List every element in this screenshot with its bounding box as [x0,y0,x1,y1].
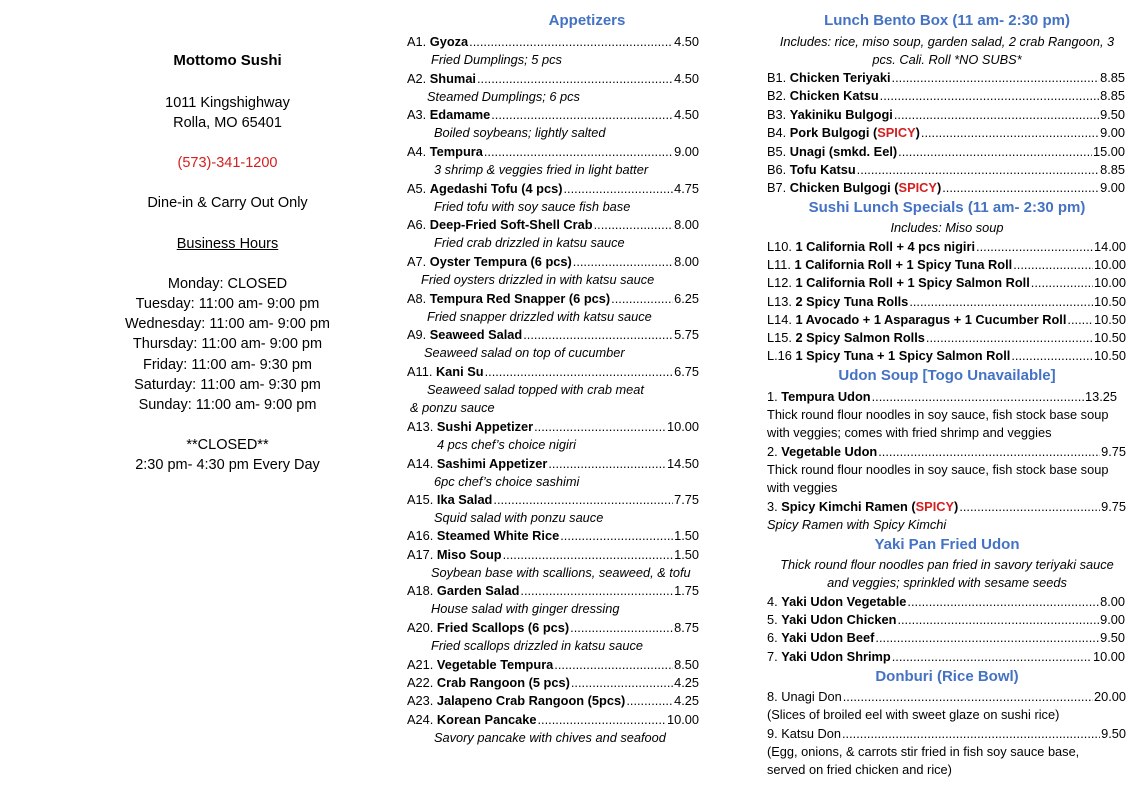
item-name: Korean Pancake [436,712,537,727]
item-name: Gyoza [429,34,469,49]
hours-thursday: Thursday: 11:00 am- 9:00 pm [132,336,323,352]
item-price: 10.00 [1092,649,1125,664]
menu-item-row[interactable] [767,688,1126,706]
item-name: Pork Bulgogi ( [789,125,878,140]
item-code: A13. [407,419,437,434]
dot-leader [554,656,673,674]
item-price: 4.50 [674,71,699,86]
item-name: Tempura Red Snapper (6 pcs) [429,291,611,306]
item-code: A7. [407,254,430,269]
item-price: 8.00 [1100,594,1125,609]
hours-saturday: Saturday: 11:00 am- 9:30 pm [134,377,321,393]
item-name: Yaki Udon Shrimp [781,649,891,664]
service-type: Dine-in & Carry Out Only [147,195,308,211]
item-price: 7.75 [674,492,699,507]
dot-leader [892,69,1100,87]
dot-leader [1031,274,1093,292]
item-name: Crab Rangoon (5 pcs) [436,675,570,690]
item-code: L13. [767,294,796,309]
item-name: Steamed White Rice [436,528,560,543]
menu-item-row[interactable] [407,363,699,381]
item-description: (Egg, onions, & carrots stir fried in fish soy sauce base, [767,744,1080,759]
bento-title: Lunch Bento Box (11 am- 2:30 pm) [824,12,1070,29]
dot-leader [872,388,1084,406]
item-code: 7. [767,649,782,664]
item-code: A15. [407,492,437,507]
item-name: Tempura [429,144,483,159]
menu-item-row[interactable] [407,527,699,545]
item-name: Agedashi Tofu (4 pcs) [429,181,563,196]
item-code: 5. [767,612,782,627]
dot-leader [503,546,673,564]
dot-leader [959,498,1100,516]
item-code: 9. [767,726,782,741]
menu-item-row[interactable] [407,491,699,509]
item-name: Spicy Kimchi Ramen ( [781,499,916,514]
item-name: Ika Salad [436,492,493,507]
dot-leader [880,87,1099,105]
item-description: Fried Dumplings; 5 pcs [431,52,562,67]
dot-leader [894,106,1099,124]
item-price: 9.00 [1100,125,1125,140]
item-price: 9.50 [1100,630,1125,645]
item-name: Sushi Appetizer [436,419,534,434]
spicy-label: SPICY [877,125,916,140]
item-description: Soybean base with scallions, seaweed, & tofu [431,565,691,580]
closed-heading: **CLOSED** [186,437,269,453]
item-description: served on fried chicken and rice) [767,762,952,777]
item-code: A8. [407,291,430,306]
item-price: 8.00 [674,254,699,269]
menu-item-row[interactable] [767,329,1126,347]
item-price: 8.50 [674,657,699,672]
menu-item-row[interactable] [407,418,699,436]
item-code: B5. [767,144,790,159]
item-price: 9.00 [1100,180,1125,195]
item-code: B6. [767,162,790,177]
dot-leader [594,216,673,234]
item-description: Savory pancake with chives and seafood [434,730,666,745]
spicy-label: SPICY [915,499,955,514]
item-description: (Slices of broiled eel with sweet glaze on sushi rice) [767,707,1060,722]
dot-leader [537,711,665,729]
dot-leader [563,180,673,198]
item-description: Thick round flour noodles in soy sauce, fish stock base soup [767,407,1109,422]
menu-item-row[interactable] [767,498,1126,516]
dot-leader [485,363,674,381]
item-code: 1. [767,389,782,404]
item-description: Seaweed salad topped with crab meat [427,382,644,397]
item-name-close: ) [936,180,942,195]
item-code: A3. [407,107,430,122]
item-name: Unagi Don [781,689,842,704]
menu-item-row[interactable] [767,256,1126,274]
menu-item-row[interactable] [767,274,1126,292]
spicy-label: SPICY [898,180,937,195]
item-name: 1 California Roll + 1 Spicy Salmon Roll [795,275,1030,290]
item-name: Chicken Bulgogi ( [789,180,899,195]
item-code: B1. [767,70,790,85]
menu-item-row[interactable] [767,87,1125,105]
menu-item-row[interactable] [407,674,699,692]
item-description: House salad with ginger dressing [431,601,620,616]
item-code: L10. [767,239,796,254]
dot-leader [469,33,673,51]
item-name: Tofu Katsu [789,162,856,177]
item-code: L15. [767,330,796,345]
menu-item-row[interactable] [767,69,1125,87]
item-description: Fried crab drizzled in katsu sauce [434,235,625,250]
item-code: L14. [767,312,796,327]
item-price: 4.75 [674,181,699,196]
hours-tuesday: Tuesday: 11:00 am- 9:00 pm [135,296,320,312]
item-code: 2. [767,444,782,459]
dot-leader [571,674,673,692]
item-description: Fried oysters drizzled in with katsu sauce [421,272,655,287]
item-code: A22. [407,675,437,690]
item-price: 10.50 [1093,312,1126,327]
item-price: 9.50 [1101,726,1126,741]
menu-item-row[interactable] [767,611,1125,629]
item-price: 9.75 [1101,444,1126,459]
menu-item-row[interactable] [407,290,699,308]
item-description: Fried scallops drizzled in katsu sauce [431,638,643,653]
menu-item-row[interactable] [407,216,699,234]
item-code: 8. [767,689,782,704]
item-description: Seaweed salad on top of cucumber [424,345,625,360]
item-price: 20.00 [1093,689,1126,704]
item-name: Yaki Udon Chicken [781,612,897,627]
hours-monday: Monday: CLOSED [167,276,288,292]
sushi-lunch-note: Includes: Miso soup [890,220,1004,235]
item-price: 1.50 [674,547,699,562]
sushi-lunch-title: Sushi Lunch Specials (11 am- 2:30 pm) [808,199,1086,216]
menu-item-row[interactable] [767,629,1125,647]
dot-leader [921,124,1099,142]
item-price: 10.50 [1093,330,1126,345]
item-description: Boiled soybeans; lightly salted [434,125,606,140]
menu-item-row[interactable] [407,692,699,710]
item-code: B7. [767,180,790,195]
menu-item-row[interactable] [767,238,1126,256]
item-code: B3. [767,107,790,122]
hours-wednesday: Wednesday: 11:00 am- 9:00 pm [125,316,330,332]
yaki-udon-note-1: Thick round flour noodles pan fried in savory teriyaki sauce [780,557,1114,572]
item-code: L12. [767,275,796,290]
item-name: Edamame [429,107,491,122]
menu-item-row[interactable] [407,70,699,88]
dot-leader [1067,311,1093,329]
menu-item-row[interactable] [407,546,699,564]
menu-item-row[interactable] [407,143,699,161]
item-price: 5.75 [674,327,699,342]
business-hours-heading: Business Hours [176,236,279,252]
item-code: A24. [407,712,437,727]
dot-leader [875,629,1099,647]
item-price: 10.50 [1093,294,1126,309]
menu-item-row[interactable] [407,326,699,344]
item-name: 2 Spicy Salmon Rolls [795,330,925,345]
dot-leader [548,455,666,473]
item-code: A6. [407,217,430,232]
item-price: 10.00 [1093,257,1126,272]
item-name: 1 Spicy Tuna + 1 Spicy Salmon Roll [795,348,1011,363]
menu-item-row[interactable] [407,582,699,600]
dot-leader [570,619,673,637]
item-name: 1 Avocado + 1 Asparagus + 1 Cucumber Roll [795,312,1067,327]
menu-item-row[interactable] [767,179,1125,197]
item-price: 8.85 [1100,88,1125,103]
bento-note-2: pcs. Cali. Roll *NO SUBS* [872,52,1022,67]
menu-item-row[interactable] [407,455,699,473]
item-price: 8.75 [674,620,699,635]
item-price: 10.50 [1093,348,1126,363]
dot-leader [534,418,666,436]
hours-sunday: Sunday: 11:00 am- 9:00 pm [138,397,317,413]
hours-friday: Friday: 11:00 am- 9:30 pm [143,357,312,373]
menu-item-row[interactable] [767,347,1126,365]
item-price: 9.00 [674,144,699,159]
dot-leader [573,253,673,271]
item-code: 6. [767,630,782,645]
dot-leader [976,238,1093,256]
item-code: A1. [407,34,430,49]
item-name: Fried Scallops (6 pcs) [436,620,570,635]
item-price: 8.85 [1100,162,1125,177]
item-description: Spicy Ramen with Spicy Kimchi [767,517,947,532]
menu-item-row[interactable] [767,106,1125,124]
item-name: Chicken Teriyaki [789,70,891,85]
item-description: Fried snapper drizzled with katsu sauce [427,309,652,324]
dot-leader [892,648,1092,666]
udon-soup-title: Udon Soup [Togo Unavailable] [838,367,1056,384]
item-name: Yakiniku Bulgogi [789,107,893,122]
menu-item-row[interactable] [767,593,1125,611]
item-name: Oyster Tempura (6 pcs) [429,254,572,269]
dot-leader [907,593,1099,611]
item-price: 8.85 [1100,70,1125,85]
item-price: 8.00 [674,217,699,232]
item-name: 1 California Roll + 4 pcs nigiri [795,239,976,254]
yaki-udon-title: Yaki Pan Fried Udon [874,536,1020,553]
dot-leader [897,611,1099,629]
item-code: A14. [407,456,437,471]
menu-item-row[interactable] [767,311,1126,329]
menu-item-row[interactable] [407,33,699,51]
item-description: Squid salad with ponzu sauce [434,510,604,525]
item-name: Yaki Udon Beef [781,630,875,645]
dot-leader [843,688,1093,706]
item-name: Tempura Udon [781,389,871,404]
item-price: 9.00 [1100,612,1125,627]
item-description: with veggies; comes with fried shrimp and veggies [767,425,1052,440]
menu-item-row[interactable] [407,619,699,637]
dot-leader [493,491,673,509]
dot-leader [626,692,673,710]
item-name: Chicken Katsu [789,88,879,103]
item-code: A2. [407,71,430,86]
closed-time: 2:30 pm- 4:30 pm Every Day [135,457,320,473]
item-name: Vegetable Tempura [436,657,554,672]
item-code: 4. [767,594,782,609]
menu-item-row[interactable] [767,143,1125,161]
item-code: A5. [407,181,430,196]
dot-leader [484,143,673,161]
menu-item-row[interactable] [767,293,1126,311]
bento-note-1: Includes: rice, miso soup, garden salad, 2 crab Rangoon, 3 [779,34,1115,49]
item-code: A11. [407,364,436,379]
item-price: 4.25 [674,693,699,708]
item-price: 4.50 [674,107,699,122]
item-code: A17. [407,547,437,562]
menu-item-row[interactable] [767,124,1125,142]
item-name: Kani Su [435,364,484,379]
item-name: Unagi (smkd. Eel) [789,144,898,159]
dot-leader [878,443,1100,461]
item-name: Katsu Don [781,726,841,741]
address-line-2: Rolla, MO 65401 [173,115,282,131]
dot-leader [857,161,1099,179]
item-name: 2 Spicy Tuna Rolls [795,294,909,309]
item-code: A9. [407,327,430,342]
item-description: with veggies [767,480,838,495]
menu-item-row[interactable] [407,711,699,729]
dot-leader [520,582,673,600]
item-price: 1.50 [674,528,699,543]
item-price: 9.50 [1100,107,1125,122]
dot-leader [1011,347,1093,365]
item-description: Steamed Dumplings; 6 pcs [427,89,580,104]
dot-leader [909,293,1093,311]
item-price: 14.50 [666,456,699,471]
dot-leader [926,329,1093,347]
item-code: A18. [407,583,437,598]
item-code: A21. [407,657,437,672]
menu-item-row[interactable] [767,161,1125,179]
item-name: Yaki Udon Vegetable [781,594,907,609]
item-description: 4 pcs chef’s choice nigiri [437,437,576,452]
item-code: B2. [767,88,790,103]
phone-number[interactable]: (573)-341-1200 [177,155,278,171]
item-description: 3 shrimp & veggies fried in light batter [434,162,649,177]
item-price: 10.00 [666,712,699,727]
item-price: 15.00 [1092,144,1125,159]
item-price: 6.25 [674,291,699,306]
dot-leader [942,179,1099,197]
item-code: A23. [407,693,437,708]
address-line-1: 1011 Kingshighway [165,95,290,111]
item-price: 4.25 [674,675,699,690]
item-code: L11. [767,257,795,272]
item-price: 14.00 [1093,239,1126,254]
menu-item-row[interactable] [407,180,699,198]
menu-item-row[interactable] [767,388,1117,406]
item-name: Jalapeno Crab Rangoon (5pcs) [436,693,626,708]
item-name: Miso Soup [436,547,502,562]
dot-leader [477,70,673,88]
menu-item-row[interactable] [767,443,1126,461]
menu-item-row[interactable] [767,725,1126,743]
item-price: 6.75 [674,364,699,379]
item-name: Garden Salad [436,583,520,598]
dot-leader [898,143,1092,161]
dot-leader [523,326,673,344]
item-name: Vegetable Udon [781,444,878,459]
item-code: A16. [407,528,437,543]
dot-leader [560,527,673,545]
item-name-close: ) [954,499,959,514]
item-price: 10.00 [666,419,699,434]
item-code: L.16 [767,348,796,363]
item-name: Sashimi Appetizer [436,456,548,471]
item-code: A20. [407,620,437,635]
dot-leader [1013,256,1093,274]
yaki-udon-note-2: and veggies; sprinkled with sesame seeds [827,575,1067,590]
item-description: Fried tofu with soy sauce fish base [434,199,631,214]
item-description: & ponzu sauce [410,400,495,415]
item-price: 10.00 [1093,275,1126,290]
appetizers-title: Appetizers [548,12,626,29]
item-name-close: ) [915,125,920,140]
item-code: 3. [767,499,782,514]
item-code: A4. [407,144,430,159]
menu-item-row[interactable] [407,106,699,124]
item-description: 6pc chef’s choice sashimi [434,474,580,489]
item-name: Deep-Fried Soft-Shell Crab [429,217,593,232]
dot-leader [491,106,673,124]
item-price: 13.25 [1084,389,1117,404]
item-name: 1 California Roll + 1 Spicy Tuna Roll [794,257,1013,272]
donburi-title: Donburi (Rice Bowl) [875,668,1019,685]
menu-item-row[interactable] [407,656,699,674]
item-name: Seaweed Salad [429,327,523,342]
item-price: 9.75 [1101,499,1126,514]
item-description: Thick round flour noodles in soy sauce, fish stock base soup [767,462,1109,477]
menu-item-row[interactable] [767,648,1125,666]
item-code: B4. [767,125,790,140]
item-name: Shumai [429,71,476,86]
dot-leader [611,290,673,308]
item-price: 1.75 [674,583,699,598]
menu-item-row[interactable] [407,253,699,271]
restaurant-name: Mottomo Sushi [173,52,282,69]
dot-leader [842,725,1100,743]
item-price: 4.50 [674,34,699,49]
